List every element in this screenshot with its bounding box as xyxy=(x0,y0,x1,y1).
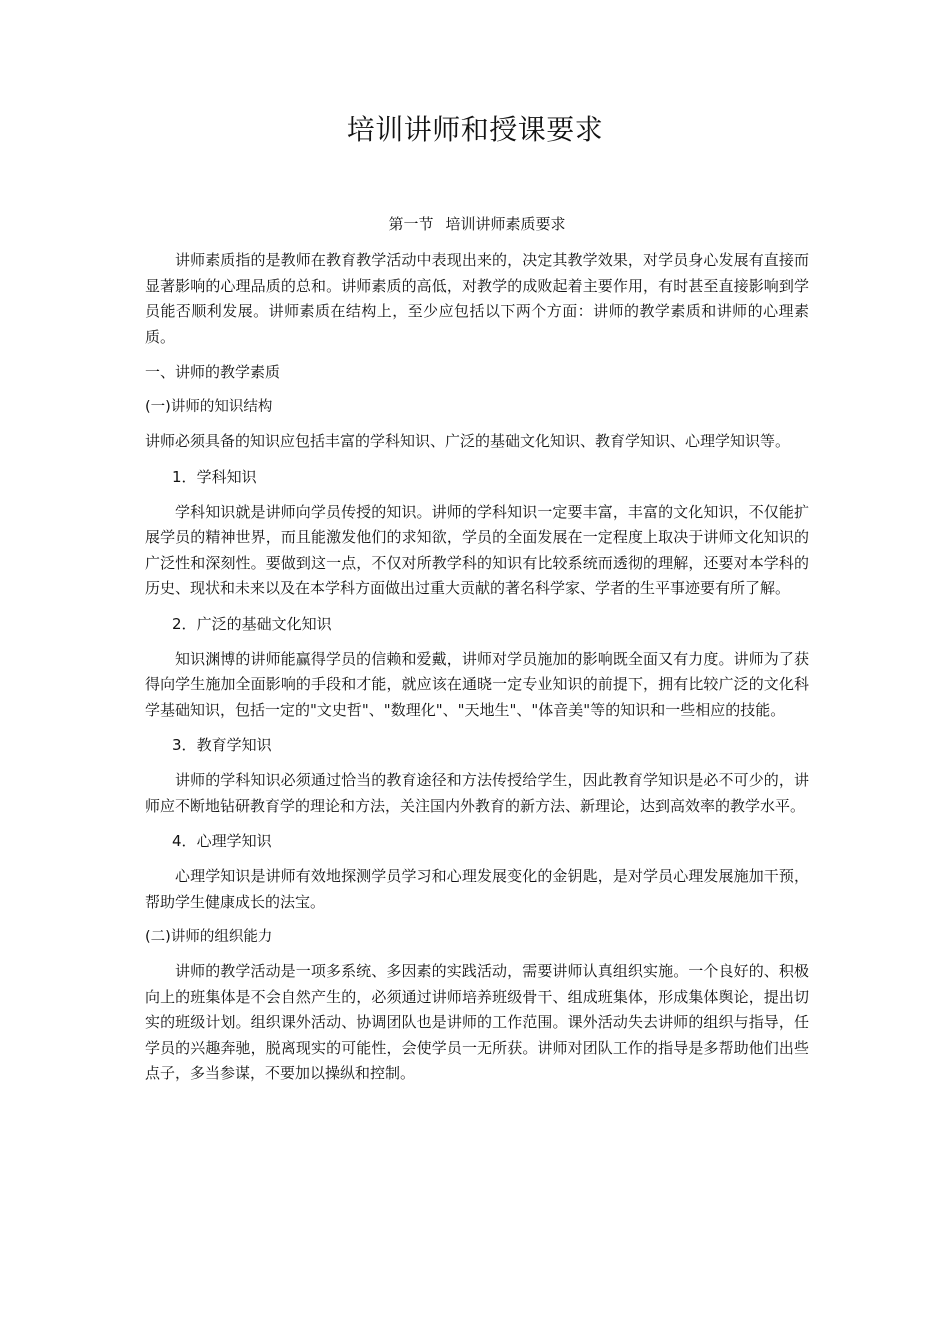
item-paragraph-2: 知识渊博的讲师能赢得学员的信赖和爱戴，讲师对学员施加的影响既全面又有力度。讲师为了获得向学生施加全面影响的手段和才能，就应该在通晓一定专业知识的前提下，拥有比较广泛的文化科学基础知识，包括一定的"文史哲"、"数理化"、"天地生"、"体音美"等的知识和一些相应的技能。 xyxy=(145,649,809,719)
item-number: 3 xyxy=(172,736,182,754)
item-title: 心理学知识 xyxy=(196,832,272,850)
document-title: 培训讲师和授课要求 xyxy=(346,113,604,146)
item-title: 广泛的基础文化知识 xyxy=(196,614,332,633)
intro-paragraph: 讲师素质指的是教师在教育教学活动中表现出来的，决定其教学效果，对学员身心发展有直接而显著影响的心理品质的总和。讲师素质的高低，对教学的成败起着主要作用，有时甚至直接影响到学员能否顺利发展。讲师素质在结构上，至少应包括以下两个方面：讲师的教学素质和讲师的心理素质。 xyxy=(145,251,809,346)
item-paragraph-3: 讲师的学科知识必须通过恰当的教育途径和方法传授给学生，因此教育学知识是必不可少的，讲师应不断地钻研教育学的理论和方法，关注国内外教育的新方法、新理论，达到高效率的教学水平。 xyxy=(145,771,809,815)
subsection-heading-organization: (二)讲师的组织能力 xyxy=(145,929,273,945)
item-title: 学科知识 xyxy=(196,467,257,486)
section-heading xyxy=(145,210,809,238)
item-heading-1: 1．学科知识 xyxy=(172,467,257,486)
item-number: 1 xyxy=(172,467,182,486)
section-title: 培训讲师素质要求 xyxy=(445,215,566,233)
part-heading: 一、讲师的教学素质 xyxy=(145,363,281,381)
item-title: 教育学知识 xyxy=(196,736,272,754)
document-body xyxy=(145,210,809,1096)
knowledge-summary-paragraph: 讲师必须具备的知识应包括丰富的学科知识、广泛的基础文化知识、教育学知识、心理学知识等。 xyxy=(145,432,791,450)
item-heading-3: 3．教育学知识 xyxy=(172,736,272,754)
organization-paragraph: 讲师的教学活动是一项多系统、多因素的实践活动，需要讲师认真组织实施。一个良好的、积极向上的班集体是不会自然产生的，必须通过讲师培养班级骨干、组成班集体，形成集体舆论，提出切实的班级计划。组织课外活动、协调团队也是讲师的工作范围。课外活动失去讲师的组织与指导，任学员的兴趣奔驰，脱离现实的可能性，会使学员一无所获。讲师对团队工作的指导是多帮助他们出些点子，多当参谋，不要加以操纵和控制。 xyxy=(145,962,809,1082)
section-label: 第一节 xyxy=(388,215,434,233)
item-paragraph-4: 心理学知识是讲师有效地探测学员学习和心理发展变化的金钥匙，是对学员心理发展施加干预，帮助学生健康成长的法宝。 xyxy=(145,867,809,911)
item-heading-2: 2．广泛的基础文化知识 xyxy=(172,614,332,633)
item-paragraph-1: 学科知识就是讲师向学员传授的知识。讲师的学科知识一定要丰富，丰富的文化知识，不仅能扩展学员的精神世界，而且能激发他们的求知欲，学员的全面发展在一定程度上取决于讲师文化知识的广泛性和深刻性。要做到这一点，不仅对所教学科的知识有比较系统而透彻的理解，还要对本学科的历史、现状和未来以及在本学科方面做出过重大贡献的著名科学家、学者的生平事迹要有所了解。 xyxy=(145,502,809,597)
subsection-heading-knowledge: (一)讲师的知识结构 xyxy=(145,399,273,415)
item-heading-4: 4．心理学知识 xyxy=(172,832,272,850)
item-number: 4 xyxy=(172,832,182,850)
item-number: 2 xyxy=(172,614,182,633)
